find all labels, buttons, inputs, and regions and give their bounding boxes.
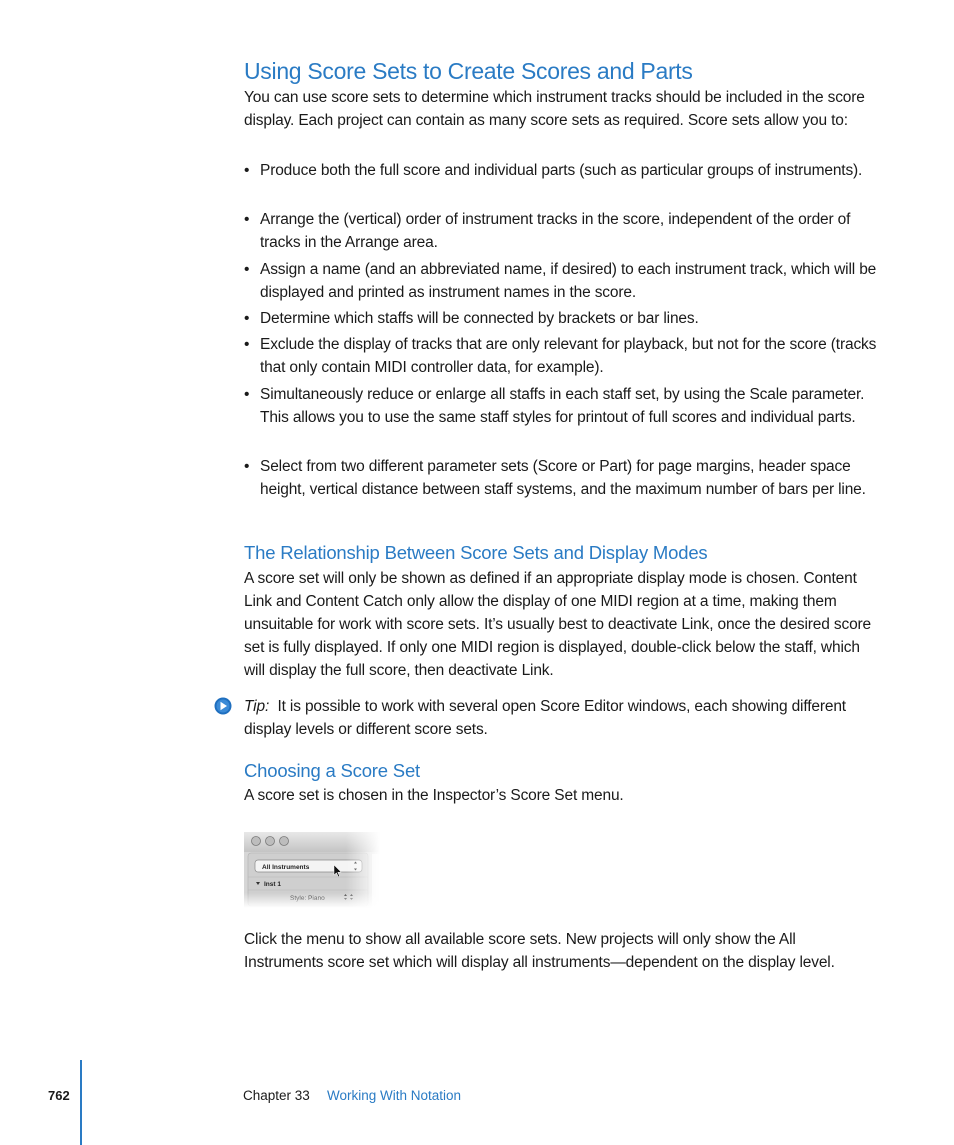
footer-divider (80, 1060, 82, 1145)
list-item: • Simultaneously reduce or enlarge all staffs in each staff set, by using the Scale parameter. This allows you to use the same staff styles for printout of full scores and individual parts. (244, 383, 888, 429)
choosing-paragraph: A score set is chosen in the Inspector’s Score Set menu. (244, 787, 624, 804)
subsection-title-choosing: Choosing a Score Set (244, 760, 420, 781)
page-number: 762 (48, 1088, 70, 1103)
bullet: • (244, 336, 250, 353)
bullet: • (244, 261, 250, 278)
list-item: • Exclude the display of tracks that are only relevant for playback, but not for the score (tracks that only contain MIDI controller data, for example). (244, 333, 888, 379)
bullet: • (244, 386, 250, 403)
bullet: • (244, 211, 250, 228)
tip-label: Tip: (244, 698, 270, 715)
tip-arrow-icon (214, 697, 232, 715)
list-item: • Produce both the full score and individual parts (such as particular groups of instruments). (244, 159, 888, 182)
display-modes-paragraph: A score set will only be shown as defined if an appropriate display mode is chosen. Content Link and Content Catch only allow the display of one MIDI region at a time, making them unsuitable for work with score sets. It’s usually best to deactivate Link, once the desired score set is fully displayed. If only one MIDI region is displayed, double-click below the staff, which will display the full score, then deactivate Link. (244, 570, 872, 679)
after-screenshot-paragraph: Click the menu to show all available score sets. New projects will only show the All Instruments score set which will display all instruments—dependent on the display level. (244, 931, 835, 971)
list-item: • Assign a name (and an abbreviated name, if desired) to each instrument track, which will be displayed and printed as instrument names in the score. (244, 258, 888, 304)
intro-paragraph: You can use score sets to determine which instrument tracks should be included in the score display. Each project can contain as many score sets as required. Score sets allow you to: (244, 89, 865, 129)
subsection-title-display-modes: The Relationship Between Score Sets and Display Modes (244, 542, 708, 563)
bullet: • (244, 458, 250, 475)
section-title: Using Score Sets to Create Scores and Parts (244, 58, 693, 84)
list-item: • Arrange the (vertical) order of instrument tracks in the score, independent of the order of tracks in the Arrange area. (244, 208, 888, 254)
list-item: • Determine which staffs will be connected by brackets or bar lines. (244, 307, 888, 330)
tip-paragraph: Tip: It is possible to work with several open Score Editor windows, each showing different display levels or different score sets. (244, 698, 846, 738)
score-set-menu-screenshot (244, 832, 380, 908)
bullet: • (244, 162, 250, 179)
bullet: • (244, 310, 250, 327)
list-item: • Select from two different parameter sets (Score or Part) for page margins, header space height, vertical distance between staff systems, and the maximum number of bars per line. (244, 455, 888, 501)
chapter-label: Chapter 33 (243, 1088, 310, 1103)
chapter-title-link[interactable]: Working With Notation (327, 1088, 462, 1103)
